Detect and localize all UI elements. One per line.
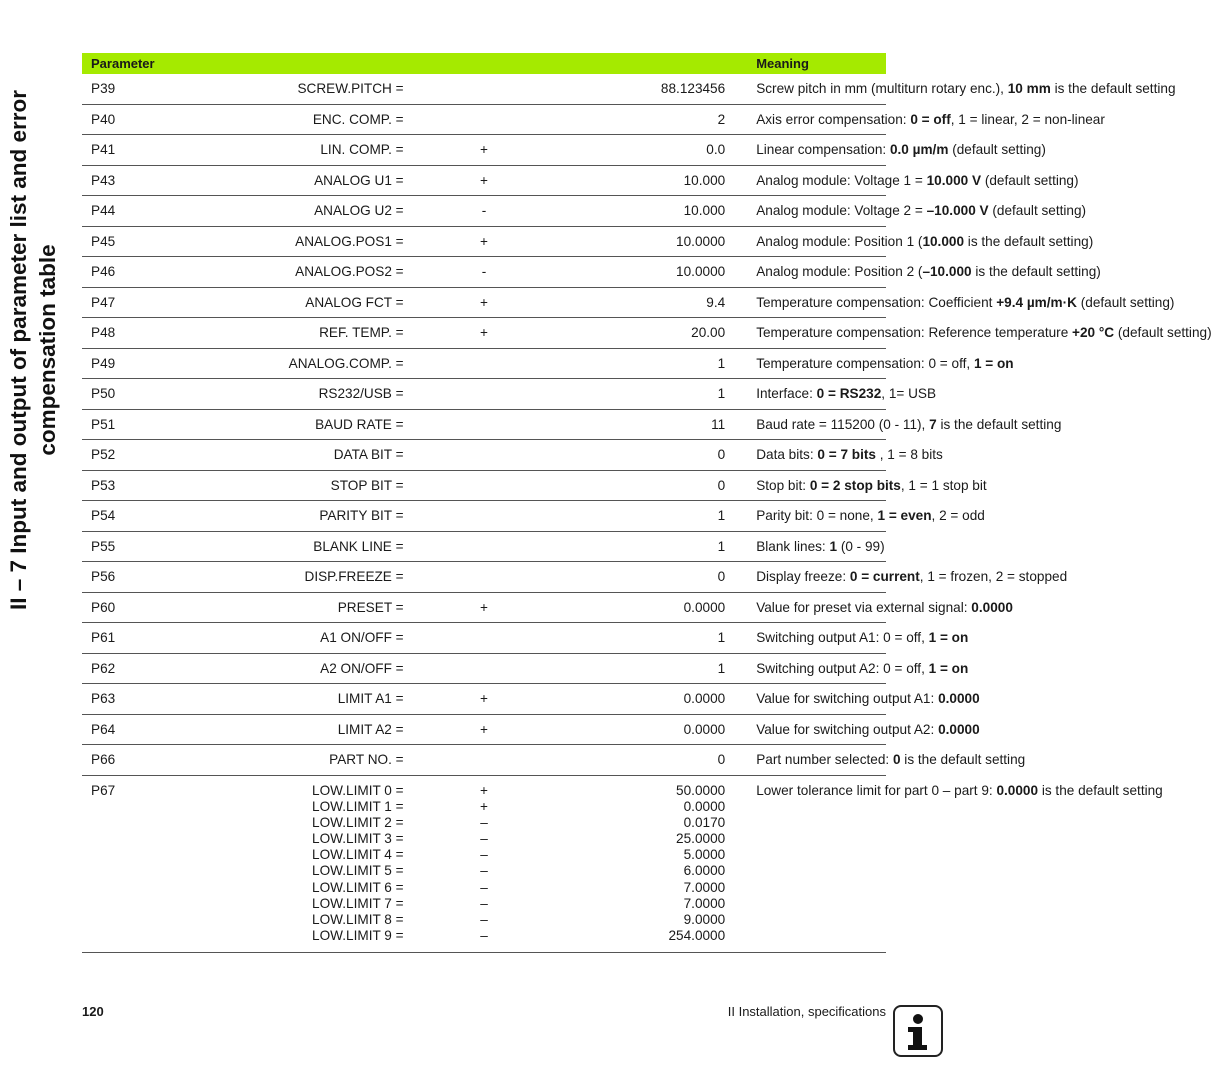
param-value: 1 (564, 623, 725, 654)
parameter-table (82, 53, 1212, 953)
table-row (82, 287, 886, 318)
meaning-text: Temperature compensation: 0 = off, (756, 355, 974, 371)
param-meaning (725, 104, 1105, 135)
param-meaning (725, 501, 985, 532)
table-row (82, 470, 886, 501)
param-name: DATA BIT = (243, 440, 404, 471)
param-id: P52 (82, 440, 243, 471)
param-sign (404, 104, 565, 135)
meaning-text: Display freeze: (756, 569, 850, 585)
table-row (82, 226, 886, 257)
meaning-emphasis: 0 (892, 752, 901, 768)
table-row (82, 74, 886, 104)
param-name: LIMIT A1 = (243, 684, 404, 715)
table-row (82, 714, 886, 745)
meaning-text: (0 - 99) (837, 538, 885, 554)
meaning-text: Switching output A2: 0 = off, (756, 660, 929, 676)
param-name: DISP.FREEZE = (243, 562, 404, 593)
param-meaning (725, 562, 1068, 593)
page-number: 120 (82, 1004, 104, 1019)
low-limit-value: 6.0000 (683, 863, 726, 879)
meaning-text: , 1 = 8 bits (875, 447, 943, 463)
meaning-text: Stop bit: (756, 477, 810, 493)
meaning-emphasis: 10.000 (922, 233, 965, 249)
meaning-text: is the default setting (936, 416, 1062, 432)
low-limit-value: 7.0000 (683, 895, 726, 911)
meaning-emphasis: +20 °C (1072, 325, 1115, 341)
param-name: ANALOG U1 = (243, 165, 404, 196)
param-id: P54 (82, 501, 243, 532)
param-id: P51 (82, 409, 243, 440)
low-limit-value: 25.0000 (676, 831, 726, 847)
meaning-text: is the default setting) (964, 233, 1094, 249)
param-sign (404, 440, 565, 471)
low-limit-value: 0.0170 (683, 814, 726, 830)
param-meaning (725, 74, 1176, 104)
param-meaning (725, 623, 969, 654)
table-row (82, 592, 886, 623)
table-row (82, 348, 886, 379)
param-sign (404, 562, 565, 593)
param-id: P40 (82, 104, 243, 135)
table-row (82, 104, 886, 135)
meaning-text: (default setting) (948, 142, 1046, 158)
meaning-text: , 1= USB (881, 386, 937, 402)
param-value: 0 (564, 440, 725, 471)
meaning-emphasis: 1 = on (928, 630, 969, 646)
table-row (82, 623, 886, 654)
low-limit-value: 0.0000 (683, 798, 726, 814)
param-value-list (564, 775, 725, 953)
param-meaning (725, 775, 1163, 953)
low-limit-sign: – (480, 879, 488, 895)
param-id: P53 (82, 470, 243, 501)
param-meaning (725, 379, 937, 410)
low-limit-value: 254.0000 (668, 928, 726, 944)
meaning-text: Analog module: Position 2 ( (756, 264, 923, 280)
table-row (82, 775, 886, 953)
low-limit-name: LOW.LIMIT 4 = (312, 847, 404, 863)
param-sign: - (404, 257, 565, 288)
param-value: 10.0000 (564, 257, 725, 288)
side-chapter-title (4, 50, 74, 650)
param-name: A2 ON/OFF = (243, 653, 404, 684)
param-meaning (725, 257, 1101, 288)
param-value: 0.0000 (564, 592, 725, 623)
param-name: LIMIT A2 = (243, 714, 404, 745)
param-meaning (725, 592, 1013, 623)
table-row (82, 379, 886, 410)
meaning-text: , 2 = odd (931, 508, 985, 524)
param-sign: + (404, 714, 565, 745)
table-row (82, 257, 886, 288)
low-limit-name: LOW.LIMIT 8 = (312, 912, 404, 927)
param-meaning (725, 318, 1212, 349)
table-row (82, 409, 886, 440)
param-sign: - (404, 196, 565, 227)
param-name-list (243, 775, 404, 953)
param-meaning (725, 714, 980, 745)
info-icon (893, 1005, 943, 1057)
meaning-emphasis: 0 = RS232 (816, 386, 882, 402)
meaning-text: , 1 = frozen, 2 = stopped (919, 569, 1068, 585)
param-meaning (725, 196, 1087, 227)
table-row (82, 562, 886, 593)
param-id: P41 (82, 135, 243, 166)
param-name: BAUD RATE = (243, 409, 404, 440)
meaning-emphasis: 0 = 7 bits (817, 447, 876, 463)
param-meaning (725, 226, 1094, 257)
param-name: RS232/USB = (243, 379, 404, 410)
param-meaning (725, 409, 1062, 440)
param-id: P44 (82, 196, 243, 227)
table-row (82, 318, 886, 349)
meaning-emphasis: 1 = even (877, 508, 932, 524)
meaning-text: Value for switching output A2: (756, 721, 939, 737)
meaning-text: Screw pitch in mm (multiturn rotary enc.), (756, 81, 1008, 97)
meaning-text: is the default setting) (971, 264, 1101, 280)
meaning-emphasis: +9.4 µm/m·K (996, 294, 1077, 310)
param-sign-list (404, 775, 565, 953)
table-row (82, 196, 886, 227)
param-id: P61 (82, 623, 243, 654)
param-sign: + (404, 165, 565, 196)
param-name: PARITY BIT = (243, 501, 404, 532)
table-row (82, 165, 886, 196)
meaning-emphasis: 0 = current (849, 569, 920, 585)
param-value: 0.0 (564, 135, 725, 166)
param-value: 20.00 (564, 318, 725, 349)
param-sign (404, 745, 565, 776)
meaning-text: , 1 = 1 stop bit (900, 477, 987, 493)
table-row (82, 440, 886, 471)
meaning-text: Value for preset via external signal: (756, 599, 972, 615)
meaning-text: (default setting) (1114, 325, 1212, 341)
param-name: PART NO. = (243, 745, 404, 776)
param-meaning (725, 653, 969, 684)
low-limit-value: 9.0000 (683, 912, 726, 927)
meaning-emphasis: 1 = on (928, 660, 969, 676)
param-name: STOP BIT = (243, 470, 404, 501)
meaning-emphasis: 1 = on (973, 355, 1014, 371)
meaning-emphasis: 0 = 2 stop bits (809, 477, 901, 493)
meaning-text: Part number selected: (756, 752, 893, 768)
meaning-text: Analog module: Voltage 2 = (756, 203, 927, 219)
param-sign (404, 501, 565, 532)
meaning-emphasis: 10.000 V (926, 172, 982, 188)
meaning-text: , 1 = linear, 2 = non-linear (950, 111, 1105, 127)
meaning-text: Baud rate = 115200 (0 - 11), (756, 416, 930, 432)
param-sign: + (404, 135, 565, 166)
low-limit-sign: – (480, 847, 488, 863)
param-value: 1 (564, 348, 725, 379)
param-sign: + (404, 318, 565, 349)
meaning-text: Data bits: (756, 447, 818, 463)
param-meaning (725, 745, 1026, 776)
footer-section-title: II Installation, specifications (727, 1004, 886, 1019)
param-meaning (725, 440, 943, 471)
low-limit-sign: – (480, 895, 488, 911)
meaning-text: Axis error compensation: (756, 111, 911, 127)
side-title-line-2: compensation table (35, 244, 60, 456)
param-sign (404, 348, 565, 379)
meaning-text: Lower tolerance limit for part 0 – part 9: (756, 782, 997, 798)
param-sign (404, 531, 565, 562)
meaning-text: (default setting) (981, 172, 1079, 188)
param-id: P45 (82, 226, 243, 257)
meaning-text: Parity bit: 0 = none, (756, 508, 878, 524)
low-limit-sign: + (480, 798, 488, 814)
param-name: A1 ON/OFF = (243, 623, 404, 654)
param-id: P64 (82, 714, 243, 745)
meaning-text: Value for switching output A1: (756, 691, 939, 707)
low-limit-value: 7.0000 (683, 879, 726, 895)
param-value: 0 (564, 470, 725, 501)
param-name: REF. TEMP. = (243, 318, 404, 349)
meaning-text: Interface: (756, 386, 817, 402)
param-value: 1 (564, 379, 725, 410)
low-limit-sign: – (480, 863, 488, 879)
param-id: P63 (82, 684, 243, 715)
param-name: ANALOG.POS2 = (243, 257, 404, 288)
param-sign (404, 623, 565, 654)
param-id: P39 (82, 74, 243, 104)
param-name: ANALOG.COMP. = (243, 348, 404, 379)
low-limit-name: LOW.LIMIT 3 = (312, 831, 404, 847)
meaning-emphasis: –10.000 V (926, 203, 989, 219)
param-id: P43 (82, 165, 243, 196)
param-name: ENC. COMP. = (243, 104, 404, 135)
param-name: SCREW.PITCH = (243, 74, 404, 104)
param-id: P67 (82, 775, 243, 953)
low-limit-name: LOW.LIMIT 2 = (312, 814, 404, 830)
param-name: PRESET = (243, 592, 404, 623)
meaning-emphasis: 0.0 µm/m (889, 142, 949, 158)
side-title-line-1: II – 7 Input and output of parameter list and error (6, 89, 31, 611)
param-name: ANALOG FCT = (243, 287, 404, 318)
meaning-text: is the default setting (1050, 81, 1176, 97)
header-parameter: Parameter (82, 53, 725, 74)
low-limit-value: 5.0000 (683, 847, 726, 863)
param-value: 10.000 (564, 196, 725, 227)
param-value: 10.000 (564, 165, 725, 196)
param-value: 88.123456 (564, 74, 725, 104)
param-id: P62 (82, 653, 243, 684)
meaning-text: is the default setting (900, 752, 1026, 768)
table-row (82, 501, 886, 532)
table-row (82, 135, 886, 166)
param-value: 2 (564, 104, 725, 135)
param-meaning (725, 684, 980, 715)
low-limit-sign: – (480, 928, 488, 944)
meaning-text: Analog module: Voltage 1 = (756, 172, 927, 188)
meaning-text: Switching output A1: 0 = off, (756, 630, 929, 646)
meaning-emphasis: 0.0000 (938, 721, 980, 737)
meaning-text: (default setting) (1076, 294, 1175, 310)
param-value: 10.0000 (564, 226, 725, 257)
param-sign: + (404, 684, 565, 715)
param-value: 9.4 (564, 287, 725, 318)
param-meaning (725, 165, 1079, 196)
param-value: 1 (564, 501, 725, 532)
table-header-row (82, 53, 886, 74)
table-body (82, 74, 1212, 953)
table-row (82, 684, 886, 715)
param-meaning (725, 470, 987, 501)
param-id: P60 (82, 592, 243, 623)
low-limit-name: LOW.LIMIT 9 = (312, 928, 404, 944)
low-limit-name: LOW.LIMIT 0 = (312, 782, 404, 798)
param-sign (404, 409, 565, 440)
param-sign (404, 379, 565, 410)
meaning-text: Blank lines: (756, 538, 830, 554)
meaning-emphasis: 0 = off (910, 111, 951, 127)
param-sign: + (404, 592, 565, 623)
param-meaning (725, 348, 1014, 379)
low-limit-name: LOW.LIMIT 1 = (312, 798, 404, 814)
param-value: 0.0000 (564, 684, 725, 715)
param-meaning (725, 135, 1046, 166)
low-limit-name: LOW.LIMIT 5 = (312, 863, 404, 879)
param-value: 1 (564, 653, 725, 684)
meaning-text: is the default setting (1038, 782, 1163, 798)
param-value: 11 (564, 409, 725, 440)
param-value: 0 (564, 562, 725, 593)
meaning-text: (default setting) (988, 203, 1087, 219)
param-sign: + (404, 287, 565, 318)
header-meaning: Meaning (725, 53, 886, 74)
param-name: BLANK LINE = (243, 531, 404, 562)
param-name: ANALOG U2 = (243, 196, 404, 227)
param-id: P48 (82, 318, 243, 349)
meaning-emphasis: –10.000 (922, 264, 972, 280)
param-name: LIN. COMP. = (243, 135, 404, 166)
meaning-emphasis: 0.0000 (996, 782, 1039, 798)
low-limit-sign: + (480, 782, 488, 798)
meaning-emphasis: 0.0000 (971, 599, 1013, 615)
param-sign (404, 653, 565, 684)
param-sign (404, 74, 565, 104)
meaning-text: Analog module: Position 1 ( (756, 233, 923, 249)
param-meaning (725, 287, 1175, 318)
param-id: P49 (82, 348, 243, 379)
param-id: P47 (82, 287, 243, 318)
low-limit-sign: – (480, 831, 488, 847)
param-id: P50 (82, 379, 243, 410)
meaning-emphasis: 10 mm (1007, 81, 1051, 97)
param-sign (404, 470, 565, 501)
param-id: P55 (82, 531, 243, 562)
meaning-text: Temperature compensation: Coefficient (756, 294, 997, 310)
low-limit-sign: – (480, 912, 488, 927)
table-row (82, 531, 886, 562)
param-value: 0.0000 (564, 714, 725, 745)
low-limit-name: LOW.LIMIT 7 = (312, 895, 404, 911)
meaning-text: Temperature compensation: Reference temperature (756, 325, 1073, 341)
meaning-emphasis: 0.0000 (938, 691, 980, 707)
param-id: P66 (82, 745, 243, 776)
param-name: ANALOG.POS1 = (243, 226, 404, 257)
table-row (82, 745, 886, 776)
param-meaning (725, 531, 886, 562)
table-row (82, 653, 886, 684)
param-id: P56 (82, 562, 243, 593)
param-value: 0 (564, 745, 725, 776)
param-id: P46 (82, 257, 243, 288)
meaning-text: Linear compensation: (756, 142, 890, 158)
param-value: 1 (564, 531, 725, 562)
param-sign: + (404, 226, 565, 257)
meaning-emphasis: 7 (929, 416, 937, 432)
low-limit-name: LOW.LIMIT 6 = (312, 879, 404, 895)
low-limit-sign: – (480, 814, 488, 830)
info-glyph (895, 1007, 941, 1055)
meaning-emphasis: 1 (829, 538, 838, 554)
low-limit-value: 50.0000 (676, 782, 726, 798)
